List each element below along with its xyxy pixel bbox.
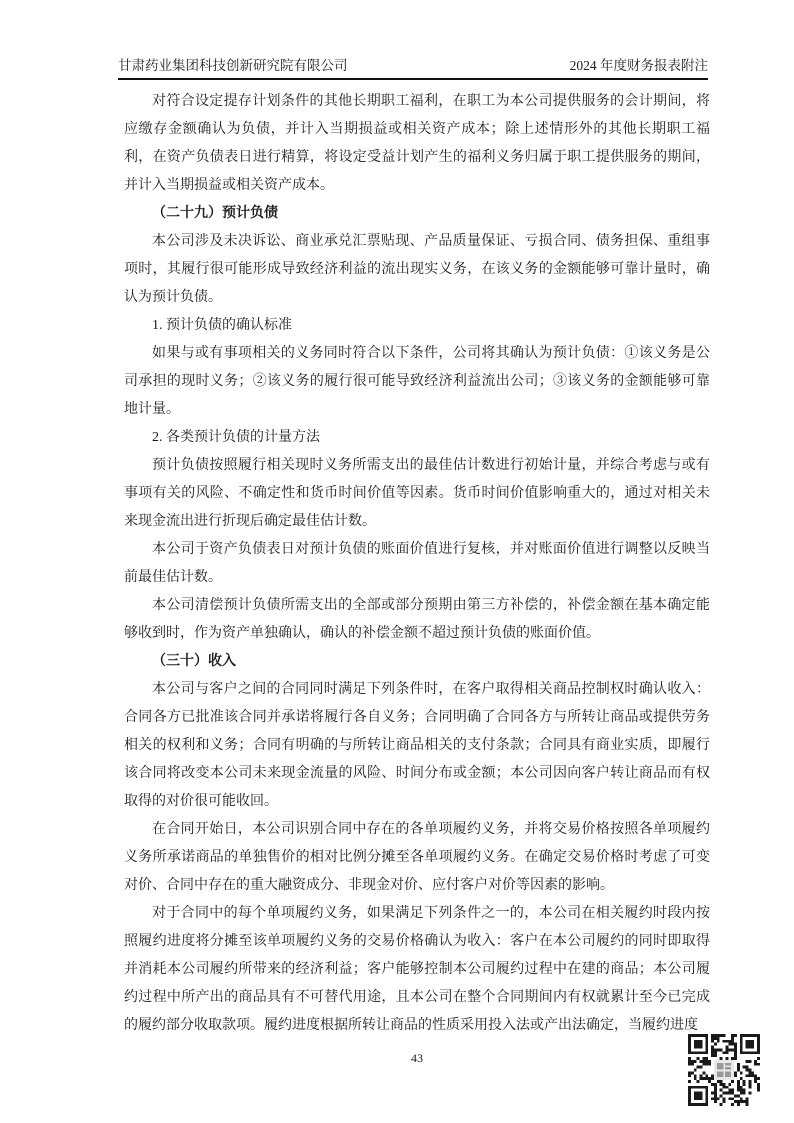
paragraph: 本公司与客户之间的合同同时满足下列条件时，在客户取得相关商品控制权时确认收入：合同各方已批准该合同并承诺将履行各自义务；合同明确了合同各方与所转让商品或提供劳务相关的权利和义务；合同有明确的与所转让商品相关的支付条款；合同具有商业实质，即履行该合同将改变本公司未来现金流量的风险、时间分布或金额；本公司因向客户转让商品而有权取得的对价很可能收回。 — [124, 682, 710, 809]
page-header — [118, 48, 708, 80]
header-company-name: 甘肃药业集团科技创新研究院有限公司 — [118, 58, 348, 73]
paragraph: 在合同开始日，本公司识别合同中存在的各单项履约义务，并将交易价格按照各单项履约义务所承诺商品的单独售价的相对比例分摊至各单项履约义务。在确定交易价格时考虑了可变对价、合同中存在的重大融资成分、非现金对价、应付客户对价等因素的影响。 — [124, 822, 710, 893]
page-footer — [124, 1050, 710, 1066]
paragraph: 如果与或有事项相关的义务同时符合以下条件，公司将其确认为预计负债：①该义务是公司承担的现时义务；②该义务的履行很可能导致经济利益流出公司；③该义务的金额能够可靠地计量。 — [124, 346, 710, 417]
paragraph: 本公司于资产负债表日对预计负债的账面价值进行复核，并对账面价值进行调整以反映当前最佳估计数。 — [124, 542, 710, 585]
paragraph: 本公司清偿预计负债所需支出的全部或部分预期由第三方补偿的，补偿金额在基本确定能够收到时，作为资产单独确认，确认的补偿金额不超过预计负债的账面价值。 — [124, 598, 710, 641]
document-body — [124, 88, 710, 1040]
paragraph: 对于合同中的每个单项履约义务，如果满足下列条件之一的，本公司在相关履约时段内按照履约进度将分摊至该单项履约义务的交易价格确认为收入：客户在本公司履约的同时即取得并消耗本公司履约所带来的经济利益；客户能够控制本公司履约过程中在建的商品；本公司履约过程中所产出的商品具有不可替代用途，且本公司在整个合同期间内有权就累计至今已完成的履约部分收取款项。履约进度根据所转让商品的性质采用投入法或产出法确定，当履约进度 — [124, 906, 710, 1033]
paragraph: 本公司涉及未决诉讼、商业承兑汇票贴现、产品质量保证、亏损合同、债务担保、重组事项时，其履行很可能形成导致经济利益的流出现实义务，在该义务的金额能够可靠计量时，确认为预计负债。 — [124, 234, 710, 305]
section-heading-provisions: （二十九）预计负债 — [152, 206, 278, 221]
sub-heading-measurement-methods: 2. 各类预计负债的计量方法 — [152, 430, 320, 445]
sub-heading-recognition-criteria: 1. 预计负债的确认标准 — [152, 318, 292, 333]
page-number: 43 — [411, 1051, 423, 1065]
qr-code — [688, 1034, 760, 1106]
section-heading-revenue: （三十）收入 — [152, 654, 236, 669]
paragraph: 对符合设定提存计划条件的其他长期职工福利，在职工为本公司提供服务的会计期间，将应缴存金额确认为负债，并计入当期损益或相关资产成本；除上述情形外的其他长期职工福利，在资产负债表日进行精算，将设定受益计划产生的福利义务归属于职工提供服务的期间，并计入当期损益或相关资产成本。 — [124, 94, 710, 193]
paragraph: 预计负债按照履行相关现时义务所需支出的最佳估计数进行初始计量，并综合考虑与或有事项有关的风险、不确定性和货币时间价值等因素。货币时间价值影响重大的，通过对相关未来现金流出进行折现后确定最佳估计数。 — [124, 458, 710, 529]
header-doc-title: 2024 年度财务报表附注 — [569, 58, 708, 73]
qr-code-image — [688, 1034, 760, 1106]
